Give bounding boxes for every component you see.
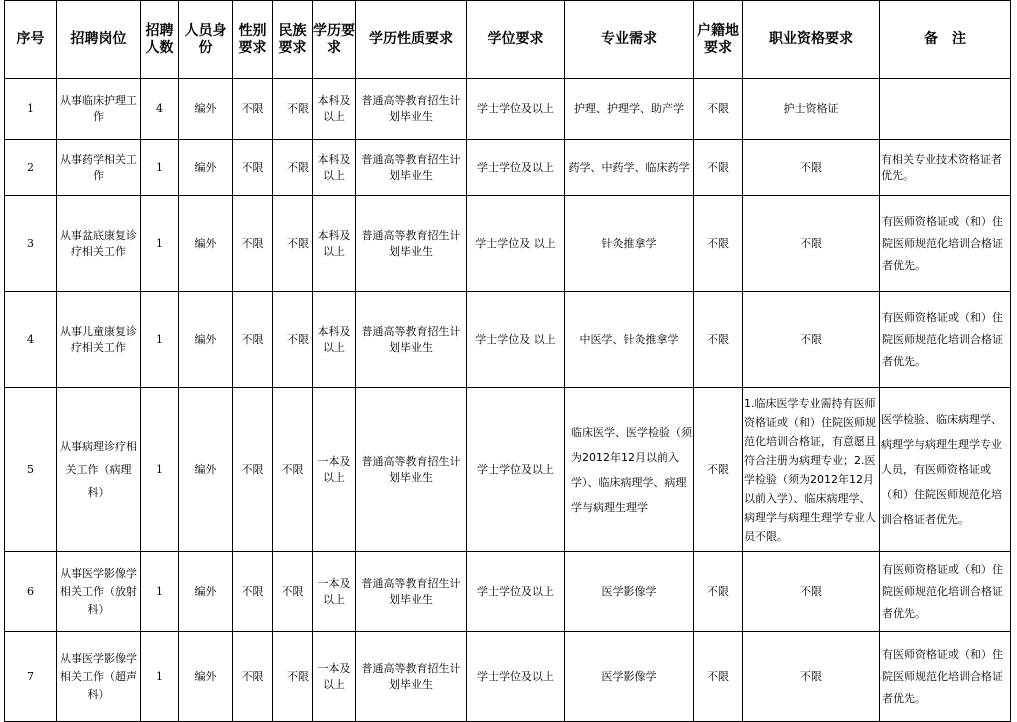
cell-qual: 1.临床医学专业需持有医师资格证或（和）住院医师规范化培训合格证，有意愿且符合注册为病理专业；2.医学检验（须为2012年12月以前入学）、临床病理学、病理学与病理生理学专业人员不限。 bbox=[743, 388, 880, 552]
table-row bbox=[5, 140, 1011, 196]
cell-ethnic: 不限 bbox=[273, 292, 313, 388]
cell-gender: 不限 bbox=[233, 140, 273, 196]
cell-qual: 不限 bbox=[743, 552, 880, 632]
header-cell: 性别要求 bbox=[233, 1, 273, 79]
cell-no: 6 bbox=[5, 552, 57, 632]
header-cell: 学位要求 bbox=[467, 1, 565, 79]
cell-note bbox=[880, 79, 1011, 140]
cell-identity: 编外 bbox=[179, 140, 233, 196]
cell-edu-type: 普通高等教育招生计划毕业生 bbox=[356, 196, 467, 292]
cell-no: 1 bbox=[5, 79, 57, 140]
cell-edu-type: 普通高等教育招生计划毕业生 bbox=[356, 388, 467, 552]
cell-hukou: 不限 bbox=[694, 140, 743, 196]
cell-qual: 护士资格证 bbox=[743, 79, 880, 140]
cell-major: 医学影像学 bbox=[565, 632, 694, 722]
header-cell: 备 注 bbox=[880, 1, 1011, 79]
cell-gender: 不限 bbox=[233, 552, 273, 632]
table-row bbox=[5, 292, 1011, 388]
table-row bbox=[5, 552, 1011, 632]
cell-count: 1 bbox=[141, 388, 179, 552]
cell-post: 从事医学影像学相关工作（放射科） bbox=[57, 552, 141, 632]
cell-count: 1 bbox=[141, 140, 179, 196]
cell-edu-type: 普通高等教育招生计划毕业生 bbox=[356, 552, 467, 632]
cell-edu-type: 普通高等教育招生计划毕业生 bbox=[356, 79, 467, 140]
header-cell: 学历要求 bbox=[313, 1, 356, 79]
cell-post: 从事医学影像学相关工作（超声科） bbox=[57, 632, 141, 722]
cell-degree: 学士学位及 以上 bbox=[467, 196, 565, 292]
cell-major: 针灸推拿学 bbox=[565, 196, 694, 292]
cell-identity: 编外 bbox=[179, 292, 233, 388]
cell-no: 2 bbox=[5, 140, 57, 196]
header-cell: 民族要求 bbox=[273, 1, 313, 79]
cell-post: 从事临床护理工作 bbox=[57, 79, 141, 140]
cell-hukou: 不限 bbox=[694, 79, 743, 140]
cell-ethnic: 不限 bbox=[273, 552, 313, 632]
header-cell: 专业需求 bbox=[565, 1, 694, 79]
header-cell: 序号 bbox=[5, 1, 57, 79]
cell-edu-type: 普通高等教育招生计划毕业生 bbox=[356, 292, 467, 388]
cell-ethnic: 不限 bbox=[273, 632, 313, 722]
cell-degree: 学士学位及以上 bbox=[467, 79, 565, 140]
table-row bbox=[5, 632, 1011, 722]
cell-post: 从事盆底康复诊疗相关工作 bbox=[57, 196, 141, 292]
header-row bbox=[5, 1, 1011, 79]
recruitment-table bbox=[4, 0, 1011, 722]
cell-qual: 不限 bbox=[743, 196, 880, 292]
cell-edu-type: 普通高等教育招生计划毕业生 bbox=[356, 632, 467, 722]
cell-note: 有相关专业技术资格证者优先。 bbox=[880, 140, 1011, 196]
table-row bbox=[5, 196, 1011, 292]
cell-degree: 学士学位及以上 bbox=[467, 388, 565, 552]
cell-note: 有医师资格证或（和）住院医师规范化培训合格证者优先。 bbox=[880, 196, 1011, 292]
cell-major: 医学影像学 bbox=[565, 552, 694, 632]
cell-count: 4 bbox=[141, 79, 179, 140]
cell-hukou: 不限 bbox=[694, 292, 743, 388]
cell-no: 4 bbox=[5, 292, 57, 388]
header-cell: 职业资格要求 bbox=[743, 1, 880, 79]
cell-edu: 本科及以上 bbox=[313, 140, 356, 196]
cell-post: 从事病理诊疗相关工作（病理科） bbox=[57, 388, 141, 552]
cell-degree: 学士学位及以上 bbox=[467, 140, 565, 196]
header-cell: 人员身份 bbox=[179, 1, 233, 79]
cell-edu: 一本及以上 bbox=[313, 632, 356, 722]
cell-gender: 不限 bbox=[233, 632, 273, 722]
cell-no: 5 bbox=[5, 388, 57, 552]
cell-hukou: 不限 bbox=[694, 196, 743, 292]
header-cell: 户籍地要求 bbox=[694, 1, 743, 79]
cell-no: 7 bbox=[5, 632, 57, 722]
cell-major: 临床医学、医学检验（须为2012年12月以前入学）、临床病理学、病理学与病理生理学 bbox=[565, 388, 694, 552]
cell-degree: 学士学位及 以上 bbox=[467, 292, 565, 388]
cell-identity: 编外 bbox=[179, 632, 233, 722]
cell-identity: 编外 bbox=[179, 196, 233, 292]
cell-gender: 不限 bbox=[233, 292, 273, 388]
cell-no: 3 bbox=[5, 196, 57, 292]
cell-count: 1 bbox=[141, 632, 179, 722]
cell-major: 药学、中药学、临床药学 bbox=[565, 140, 694, 196]
cell-ethnic: 不限 bbox=[273, 140, 313, 196]
header-cell: 学历性质要求 bbox=[356, 1, 467, 79]
cell-major: 护理、护理学、助产学 bbox=[565, 79, 694, 140]
cell-degree: 学士学位及以上 bbox=[467, 552, 565, 632]
cell-count: 1 bbox=[141, 196, 179, 292]
cell-count: 1 bbox=[141, 552, 179, 632]
cell-edu: 一本及以上 bbox=[313, 388, 356, 552]
cell-hukou: 不限 bbox=[694, 552, 743, 632]
cell-note: 有医师资格证或（和）住院医师规范化培训合格证者优先。 bbox=[880, 292, 1011, 388]
cell-identity: 编外 bbox=[179, 388, 233, 552]
table-row bbox=[5, 388, 1011, 552]
cell-edu: 本科及以上 bbox=[313, 196, 356, 292]
cell-qual: 不限 bbox=[743, 632, 880, 722]
cell-edu: 本科及以上 bbox=[313, 79, 356, 140]
cell-post: 从事药学相关工作 bbox=[57, 140, 141, 196]
cell-major: 中医学、针灸推拿学 bbox=[565, 292, 694, 388]
cell-gender: 不限 bbox=[233, 79, 273, 140]
header-cell: 招聘岗位 bbox=[57, 1, 141, 79]
cell-note: 医学检验、临床病理学、病理学与病理生理学专业人员，有医师资格证或（和）住院医师规范化培训合格证者优先。 bbox=[880, 388, 1011, 552]
header-cell: 招聘人数 bbox=[141, 1, 179, 79]
cell-identity: 编外 bbox=[179, 552, 233, 632]
table-row bbox=[5, 79, 1011, 140]
cell-hukou: 不限 bbox=[694, 632, 743, 722]
cell-ethnic: 不限 bbox=[273, 79, 313, 140]
cell-ethnic: 不限 bbox=[273, 388, 313, 552]
cell-note: 有医师资格证或（和）住院医师规范化培训合格证者优先。 bbox=[880, 632, 1011, 722]
cell-edu: 本科及以上 bbox=[313, 292, 356, 388]
cell-edu-type: 普通高等教育招生计划毕业生 bbox=[356, 140, 467, 196]
cell-qual: 不限 bbox=[743, 140, 880, 196]
cell-gender: 不限 bbox=[233, 196, 273, 292]
cell-degree: 学士学位及以上 bbox=[467, 632, 565, 722]
cell-qual: 不限 bbox=[743, 292, 880, 388]
cell-edu: 一本及以上 bbox=[313, 552, 356, 632]
cell-post: 从事儿童康复诊疗相关工作 bbox=[57, 292, 141, 388]
cell-hukou: 不限 bbox=[694, 388, 743, 552]
cell-gender: 不限 bbox=[233, 388, 273, 552]
cell-note: 有医师资格证或（和）住院医师规范化培训合格证者优先。 bbox=[880, 552, 1011, 632]
cell-ethnic: 不限 bbox=[273, 196, 313, 292]
cell-count: 1 bbox=[141, 292, 179, 388]
cell-identity: 编外 bbox=[179, 79, 233, 140]
